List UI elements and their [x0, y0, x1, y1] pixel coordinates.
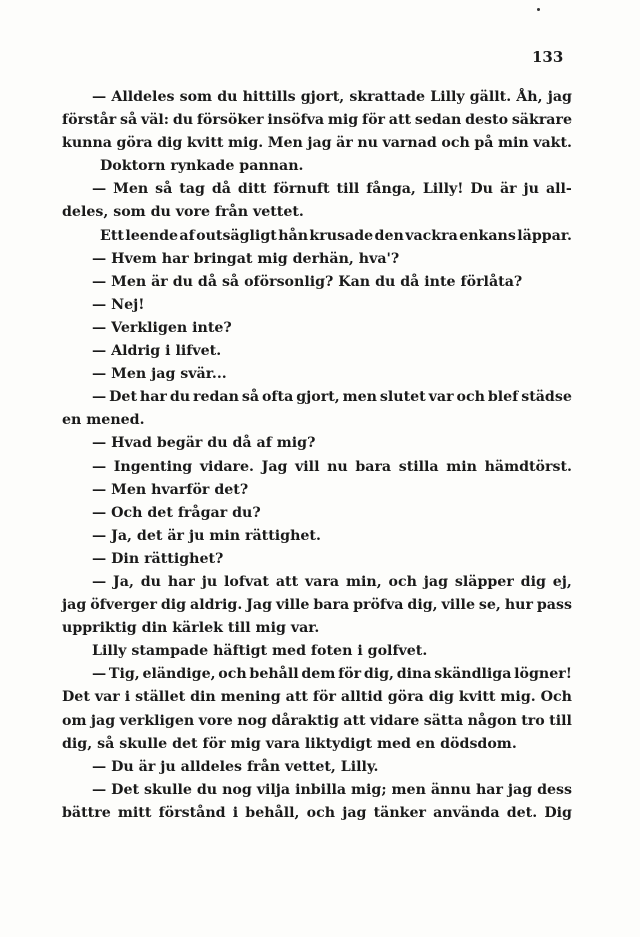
- text-line: förstår så väl: du försöker insöfva mig för att sedan desto säkrare: [62, 112, 572, 129]
- text-line: Ett leende af outsägligt hån krusade den vackra enkans läppar.: [100, 227, 572, 244]
- text-line: Doktorn rynkade pannan.: [100, 158, 304, 175]
- text-line: — Din rättighet?: [92, 550, 224, 567]
- text-line: — Men är du då så oförsonlig? Kan du då inte förlåta?: [92, 273, 523, 290]
- text-line: — Ja, det är ju min rättighet.: [92, 527, 321, 544]
- page-number: 133: [532, 48, 564, 66]
- page-dot: [537, 8, 540, 11]
- text-line: — Det har du redan så ofta gjort, men slutet var och blef städse: [92, 389, 572, 406]
- text-line: — Men jag svär...: [92, 366, 227, 383]
- text-line: — Hvem har bringat mig derhän, hva'?: [92, 250, 400, 267]
- text-line: om jag verkligen vore nog dåraktig att vidare sätta någon tro till: [62, 712, 572, 729]
- body-text: [62, 86, 572, 825]
- text-line: — Det skulle du nog vilja inbilla mig; men ännu har jag dess: [92, 781, 572, 798]
- text-line: jag öfverger dig aldrig. Jag ville bara pröfva dig, ville se, hur pass: [62, 597, 572, 614]
- text-line: Det var i stället din mening att för alltid göra dig kvitt mig. Och: [62, 689, 572, 706]
- text-line: — Ja, du har ju lofvat att vara min, och jag släpper dig ej,: [92, 573, 572, 590]
- text-line: uppriktig din kärlek till mig var.: [62, 620, 320, 637]
- text-line: — Men så tag då ditt förnuft till fånga, Lilly! Du är ju all-: [92, 181, 572, 198]
- text-line: en mened.: [62, 412, 145, 429]
- text-line: — Verkligen inte?: [92, 319, 232, 336]
- text-line: — Men hvarför det?: [92, 481, 249, 498]
- text-line: — Tig, eländige, och behåll dem för dig, dina skändliga lögner!: [92, 666, 572, 683]
- text-line: deles, som du vore från vettet.: [62, 204, 304, 221]
- text-line: — Aldrig i lifvet.: [92, 343, 222, 360]
- text-line: — Ingenting vidare. Jag vill nu bara stilla min hämdtörst.: [92, 458, 572, 475]
- text-line: kunna göra dig kvitt mig. Men jag är nu varnad och på min vakt.: [62, 135, 572, 152]
- text-line: — Nej!: [92, 296, 145, 313]
- text-line: — Hvad begär du då af mig?: [92, 435, 316, 452]
- text-line: — Du är ju alldeles från vettet, Lilly.: [92, 758, 379, 775]
- text-line: Lilly stampade häftigt med foten i golfvet.: [92, 643, 428, 660]
- text-line: bättre mitt förstånd i behåll, och jag tänker använda det. Dig: [62, 804, 572, 821]
- text-line: — Och det frågar du?: [92, 504, 261, 521]
- text-line: dig, så skulle det för mig vara liktydigt med en dödsdom.: [62, 735, 517, 752]
- text-line: — Alldeles som du hittills gjort, skrattade Lilly gällt. Åh, jag: [92, 89, 572, 105]
